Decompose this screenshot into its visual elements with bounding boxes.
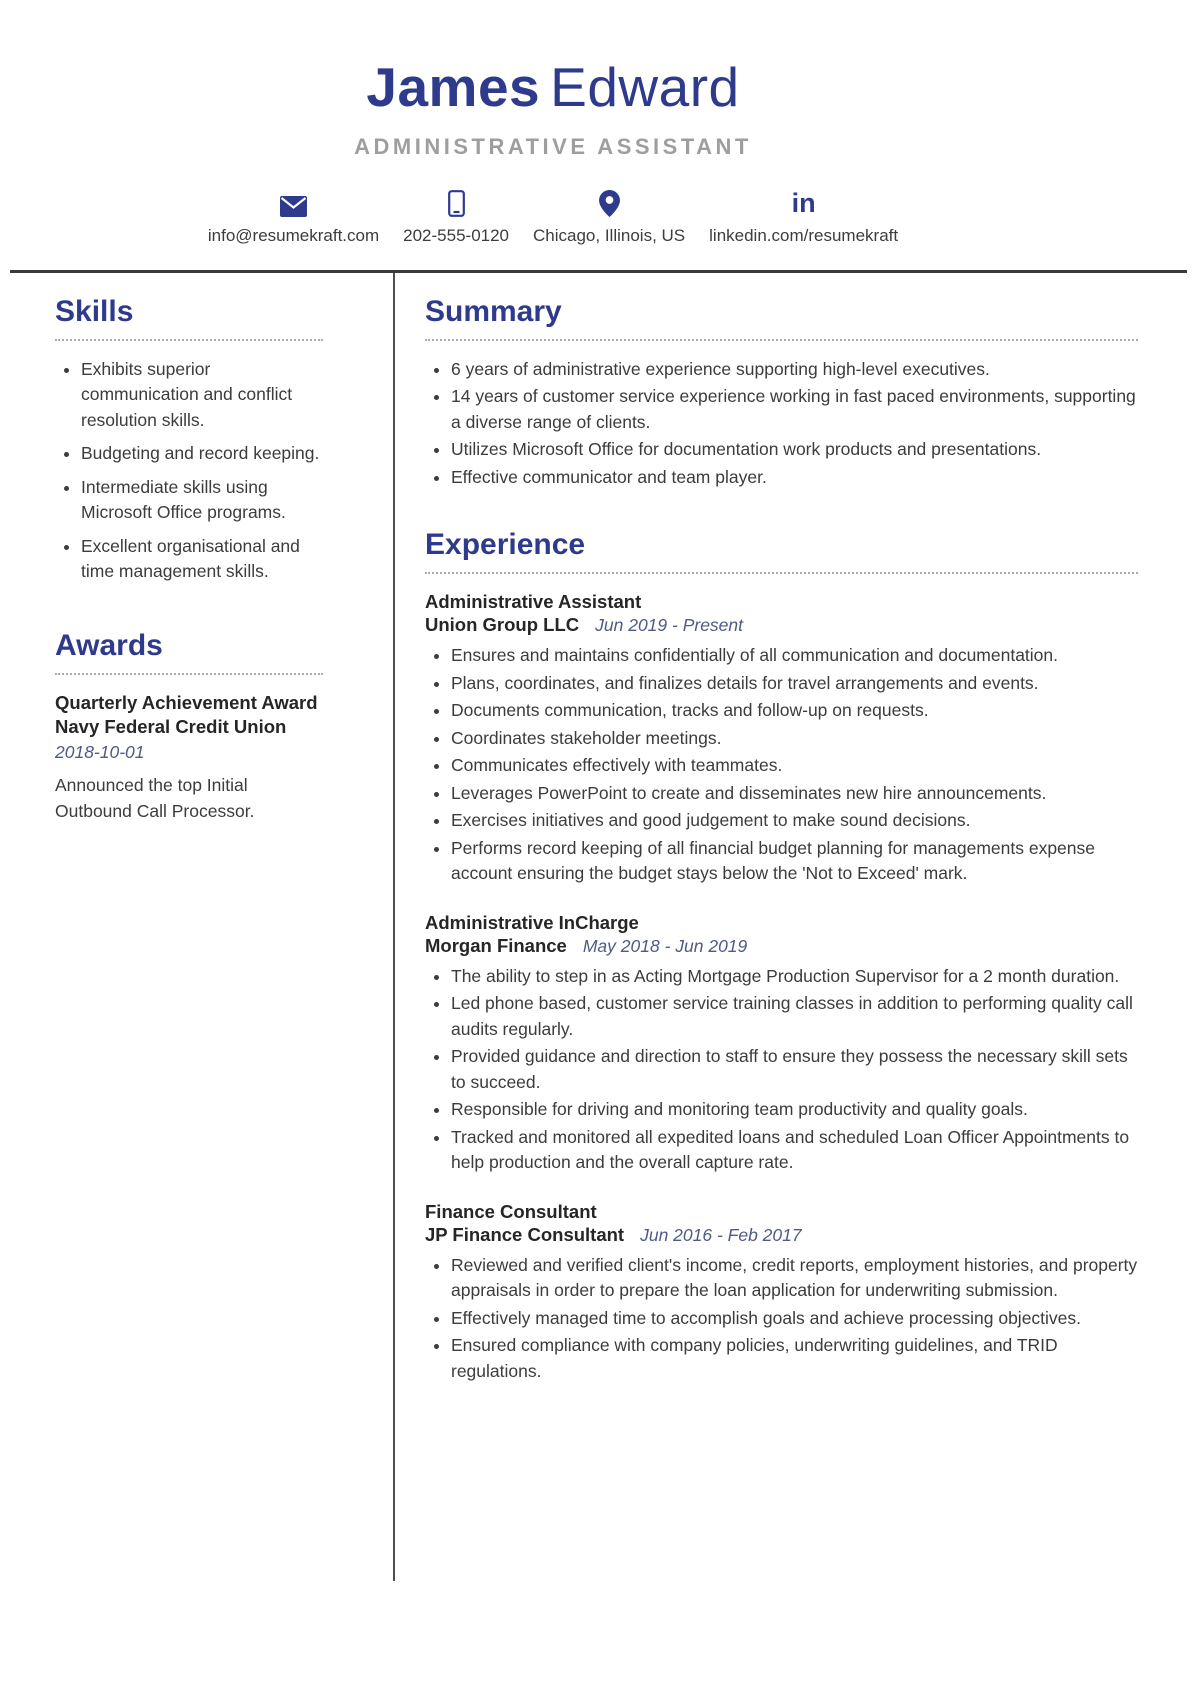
award-title: Quarterly Achievement Award: [55, 691, 318, 713]
job-company: Union Group LLC: [425, 614, 580, 635]
job-meta: [425, 1223, 1138, 1247]
location-icon: [599, 190, 620, 217]
contact-row: [0, 187, 1106, 246]
email-icon: [280, 190, 307, 217]
summary-section: [425, 295, 1138, 491]
job-bullet: • The ability to step in as Acting Mortgage Production Supervisor for a 2 month duration.: [451, 964, 1138, 990]
skills-heading: Skills: [55, 295, 323, 341]
experience-heading: Experience: [425, 528, 1138, 574]
contact-phone-value: 202-555-0120: [403, 225, 510, 245]
job-bullet: • Provided guidance and direction to staff to ensure they possess the necessary skill sets to succeed.: [451, 1044, 1138, 1095]
job-entry: [425, 911, 1138, 1176]
job-bullet: • Responsible for driving and monitoring team productivity and quality goals.: [451, 1097, 1138, 1123]
last-name: Edward: [550, 56, 740, 118]
award-organization: Navy Federal Credit Union: [55, 715, 287, 737]
awards-section: [55, 629, 323, 824]
skills-list: [55, 357, 323, 585]
skill-item: • Intermediate skills using Microsoft Office programs.: [81, 475, 323, 526]
job-bullet-list: [425, 964, 1138, 1176]
person-job-title: ADMINISTRATIVE ASSISTANT: [354, 133, 752, 159]
awards-heading: Awards: [55, 629, 323, 675]
first-name: James: [366, 56, 541, 118]
phone-icon: [448, 190, 465, 217]
job-entry: [425, 1200, 1138, 1385]
contact-location-value: Chicago, Illinois, US: [533, 225, 686, 245]
job-meta: [425, 934, 1138, 958]
person-name: [0, 57, 1106, 118]
award-date: 2018-10-01: [55, 741, 145, 762]
job-company: Morgan Finance: [425, 934, 567, 956]
job-bullet: • Ensures and maintains confidentially of all communication and documentation.: [451, 643, 1138, 669]
job-bullet: • Leverages PowerPoint to create and disseminates new hire announcements.: [451, 781, 1138, 807]
summary-heading: Summary: [425, 295, 1138, 341]
skill-item: • Exhibits superior communication and conflict resolution skills.: [81, 357, 323, 434]
job-bullet: • Effectively managed time to accomplish goals and achieve processing objectives.: [451, 1306, 1138, 1332]
job-bullet: • Performs record keeping of all financial budget planning for managements expense account ensuring the budget stays below the 'Not to Exceed' mark.: [451, 836, 1138, 887]
job-list: [425, 590, 1138, 1384]
award-description: Announced the top Initial Outbound Call Processor.: [55, 774, 255, 821]
job-bullet: • Communicates effectively with teammates.: [451, 753, 1138, 779]
summary-item: • 14 years of customer service experience working in fast paced environments, supporting a diverse range of clients.: [451, 384, 1138, 435]
summary-list: [425, 357, 1138, 491]
job-bullet: • Tracked and monitored all expedited loans and scheduled Loan Officer Appointments to help production and the overall capture rate.: [451, 1125, 1138, 1176]
job-bullet-list: [425, 643, 1138, 887]
job-bullet: • Plans, coordinates, and finalizes details for travel arrangements and events.: [451, 671, 1138, 697]
job-bullet: • Reviewed and verified client's income, credit reports, employment histories, and property appraisals in order to prepare the loan application for underwriting submission.: [451, 1253, 1138, 1304]
skills-section: [55, 295, 323, 585]
summary-item: • Effective communicator and team player.: [451, 465, 1138, 491]
job-dates: Jun 2019 - Present: [595, 615, 744, 635]
skill-item: • Excellent organisational and time management skills.: [81, 534, 323, 585]
job-meta: [425, 613, 1138, 637]
job-bullet: • Ensured compliance with company policies, underwriting guidelines, and TRID regulations.: [451, 1333, 1138, 1384]
contact-linkedin: [709, 187, 899, 246]
contact-email: [208, 190, 379, 246]
job-title: Administrative InCharge: [425, 911, 639, 933]
contact-linkedin-value: linkedin.com/resumekraft: [709, 225, 899, 245]
summary-item: • Utilizes Microsoft Office for documentation work products and presentations.: [451, 437, 1138, 463]
job-bullet: • Documents communication, tracks and follow-up on requests.: [451, 698, 1138, 724]
contact-location: [533, 190, 685, 246]
right-column: [395, 273, 1200, 1581]
experience-section: [425, 528, 1138, 1384]
contact-phone: [403, 190, 509, 246]
job-dates: May 2018 - Jun 2019: [582, 935, 748, 956]
resume-header: [0, 0, 1106, 246]
job-title: Administrative Assistant: [425, 591, 642, 612]
job-bullet: • Exercises initiatives and good judgement to make sound decisions.: [451, 808, 1138, 834]
job-dates: Jun 2016 - Feb 2017: [640, 1224, 802, 1245]
contact-email-value: info@resumekraft.com: [207, 225, 380, 245]
linkedin-icon: in: [791, 187, 816, 218]
job-company: JP Finance Consultant: [425, 1223, 625, 1245]
left-column: [0, 273, 393, 1581]
job-bullet-list: [425, 1253, 1138, 1385]
skill-item: • Budgeting and record keeping.: [81, 441, 323, 467]
job-entry: [425, 590, 1138, 887]
job-title: Finance Consultant: [425, 1200, 597, 1222]
job-bullet: • Led phone based, customer service training classes in addition to performing quality call audits regularly.: [451, 991, 1138, 1042]
summary-item: • 6 years of administrative experience supporting high-level executives.: [451, 357, 1138, 383]
resume-body: [0, 273, 1200, 1581]
job-bullet: • Coordinates stakeholder meetings.: [451, 726, 1138, 752]
